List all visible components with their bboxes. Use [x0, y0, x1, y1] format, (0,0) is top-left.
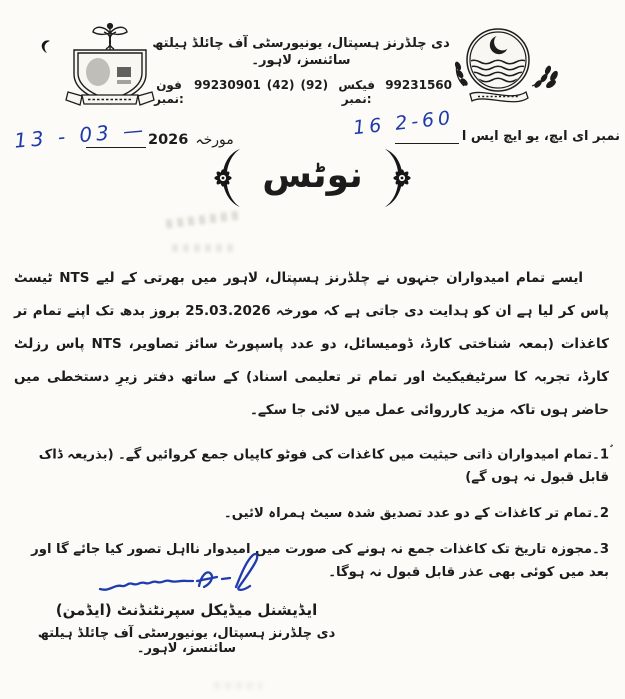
date-fill-line — [86, 132, 146, 148]
city-code: (42) — [266, 77, 295, 92]
letterhead-contact-line — [150, 78, 452, 106]
printed-year: 2026 — [148, 132, 189, 148]
letterhead-org-name: دی چلڈرنز ہسپتال، یونیورسٹی آف چائلڈ ہیلتھ سائنسز، لاہور۔ — [152, 36, 450, 68]
reference-number-label: نمبر ای ایچ، یو ایچ ایس ا — [461, 129, 620, 144]
item-number: 3۔ — [592, 542, 609, 558]
ghost-text-smudge — [172, 244, 234, 252]
bottom-smudge — [214, 682, 262, 689]
handwritten-date: 13 - 03 — — [13, 117, 148, 153]
reference-number-line — [352, 106, 620, 144]
signoff-block — [14, 601, 359, 656]
handwritten-reference-number: 16 2-60 — [352, 106, 456, 140]
list-item — [14, 502, 609, 525]
signatory-designation: ایڈیشنل میڈیکل سپرنٹنڈنٹ (ایڈمن) — [55, 601, 318, 619]
fax-number: 99231560 — [385, 77, 452, 92]
ink-blot-mark — [40, 40, 53, 59]
country-code: (92) — [300, 77, 329, 92]
notice-title-row — [0, 148, 625, 208]
item-number: 2۔ — [592, 506, 609, 522]
signatory-organization: دی چلڈرنز ہسپتال، یونیورسٹی آف چائلڈ ہیلتھ سائنسز، لاہور۔ — [37, 626, 336, 656]
page-title: نوٹس — [262, 154, 363, 196]
list-item — [14, 439, 609, 489]
punjab-government-emblem-icon — [452, 24, 564, 112]
phone-number: 99230901 — [194, 77, 261, 92]
children-hospital-crest-icon — [62, 22, 158, 114]
item-text: تمام امیدواران ذاتی حیثیت میں کاغذات کی فوٹو کاپیاں جمع کروائیں گے۔ (بذریعہ ڈاک قابل قبول نہ ہوں گے) — [38, 447, 609, 486]
item-text: تمام تر کاغذات کے دو عدد تصدیق شدہ سیٹ ہمراہ لائیں۔ — [224, 506, 593, 522]
title-ornament-left-icon — [210, 148, 252, 208]
ghost-text-smudge — [166, 210, 243, 228]
date-label: مورخہ — [195, 132, 234, 148]
title-ornament-right-icon — [373, 148, 415, 208]
handwritten-signature — [96, 543, 286, 605]
fax-label: فیکس نمبر: — [338, 77, 376, 106]
item-number: 1۔ — [592, 447, 609, 463]
notice-paragraph: ایسے تمام امیدواران جنہوں نے چلڈرنز ہسپتال، لاہور میں بھرتی کے لیے NTS ٹیسٹ پاس کر لیا ہے ان کو ہدایت دی جاتی ہے کہ مورخہ 25.03.2026 بروز بدھ تک اپنے تمام تر کاغذات (بمعہ شناختی کارڈ، ڈومیسائل، دو عدد پاسپورٹ سائز تصاویر، NTS پاس رزلٹ کارڈ، تجربہ کا سرٹیفیکیٹ اور تمام تر تعلیمی اسناد) کے ساتھ دفتر زیرِ دستخطی میں حاضر ہوں تاکہ مزید کارروائی عمل میں لائی جا سکے۔ — [14, 270, 609, 418]
phone-label: فون نمبر: — [154, 77, 184, 106]
letterhead — [150, 36, 452, 106]
item-text: مجوزہ تاریخ تک کاغذات جمع نہ ہونے کی صورت میں امیدوار نااہل تصور کیا جائے گا اور بعد میں کوئی بھی عذر قابل قبول نہ ہوگا۔ — [31, 542, 609, 581]
number-fill-line — [352, 106, 459, 144]
